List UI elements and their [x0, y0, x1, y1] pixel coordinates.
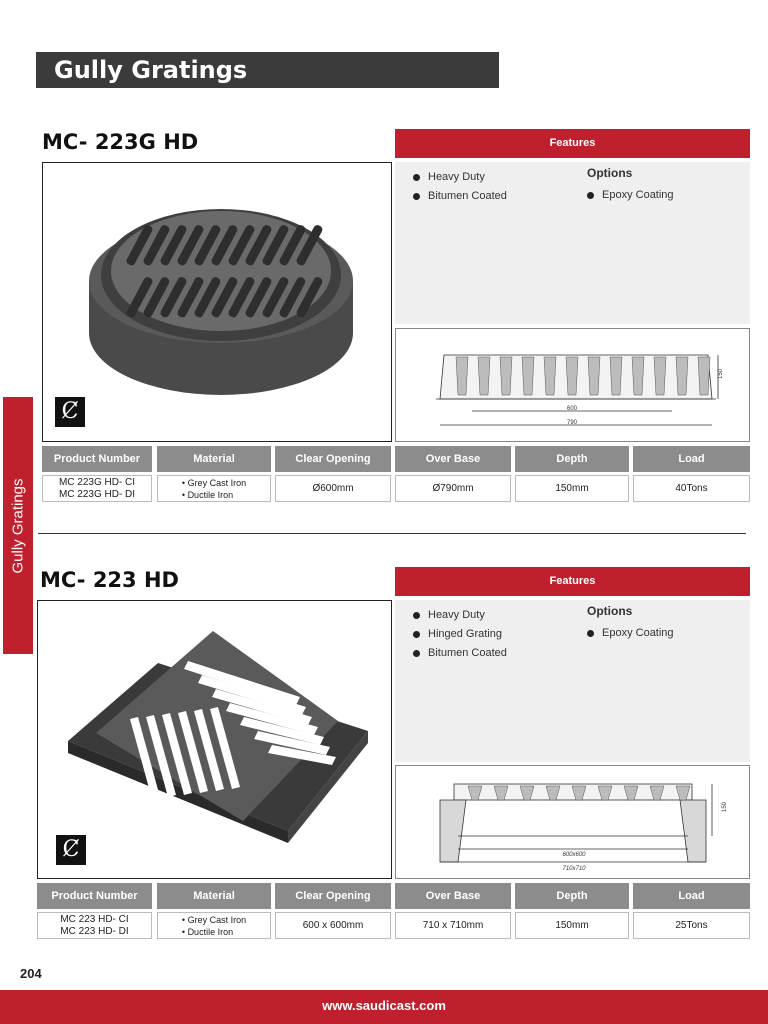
- page-title: Gully Gratings: [54, 56, 248, 84]
- section-side-tab: [3, 397, 33, 654]
- features-header: Features: [395, 129, 750, 158]
- spec-clear-opening: Ø600mm: [275, 475, 391, 502]
- feature-item: Bitumen Coated: [413, 644, 507, 663]
- spec-over-base: 710 x 710mm: [395, 912, 511, 939]
- material-item: • Grey Cast Iron: [182, 914, 246, 926]
- drawing-dim-depth: 150: [722, 801, 728, 812]
- options-title: Options: [587, 604, 633, 618]
- spec-header-over-base: Over Base: [395, 446, 511, 472]
- spec-over-base: Ø790mm: [395, 475, 511, 502]
- product-number: MC 223 HD- DI: [60, 925, 129, 937]
- option-item: Epoxy Coating: [587, 186, 674, 205]
- material-item: • Grey Cast Iron: [182, 477, 246, 489]
- page-number: 204: [20, 966, 42, 981]
- features-panel: [395, 162, 750, 324]
- feature-item: Heavy Duty: [413, 168, 507, 187]
- spec-header-load: Load: [633, 446, 750, 472]
- footer-website-link[interactable]: www.saudicast.com: [322, 998, 446, 1013]
- product-photo-square-grating: [37, 600, 392, 879]
- feature-item: Hinged Grating: [413, 625, 507, 644]
- drawing-dim-outer: 710x710: [562, 866, 586, 872]
- spec-depth: 150mm: [515, 475, 629, 502]
- options-title: Options: [587, 166, 633, 180]
- spec-header-clear-opening: Clear Opening: [275, 883, 391, 909]
- drawing-dim-depth: 150: [718, 368, 724, 379]
- material-item: • Ductile Iron: [182, 489, 246, 501]
- footer-bar: [0, 990, 768, 1024]
- spec-header-depth: Depth: [515, 883, 629, 909]
- spec-clear-opening: 600 x 600mm: [275, 912, 391, 939]
- spec-header-product-number: Product Number: [42, 446, 152, 472]
- spec-depth: 150mm: [515, 912, 629, 939]
- option-item: Epoxy Coating: [587, 624, 674, 643]
- spec-header-material: Material: [157, 446, 271, 472]
- spec-header-clear-opening: Clear Opening: [275, 446, 391, 472]
- spec-load: 40Tons: [633, 475, 750, 502]
- spec-product-numbers: [37, 912, 152, 939]
- drawing-dim-inner: 600: [566, 406, 578, 412]
- features-list: [413, 606, 507, 663]
- technical-drawing-square: [395, 765, 750, 879]
- features-list: [413, 168, 507, 206]
- product-name: MC- 223 HD: [40, 568, 179, 592]
- brand-logo: Ȼ: [55, 397, 85, 427]
- material-item: • Ductile Iron: [182, 926, 246, 938]
- section-divider: [38, 533, 746, 534]
- options-list: [587, 624, 674, 643]
- product-name: MC- 223G HD: [42, 130, 199, 154]
- spec-header-material: Material: [157, 883, 271, 909]
- product-number: MC 223G HD- DI: [58, 488, 136, 500]
- spec-materials: [157, 912, 271, 939]
- spec-header-load: Load: [633, 883, 750, 909]
- options-list: [587, 186, 674, 205]
- spec-materials: [157, 475, 271, 502]
- drawing-dim-inner: 600x600: [562, 852, 586, 858]
- features-panel: [395, 600, 750, 762]
- feature-item: Heavy Duty: [413, 606, 507, 625]
- side-tab-label: Gully Gratings: [9, 477, 27, 574]
- feature-item: Bitumen Coated: [413, 187, 507, 206]
- spec-load: 25Tons: [633, 912, 750, 939]
- product-number: MC 223G HD- CI: [58, 476, 136, 488]
- page-title-bar: [36, 52, 499, 88]
- drawing-dim-outer: 790: [566, 420, 578, 426]
- brand-logo: Ȼ: [56, 835, 86, 865]
- spec-header-product-number: Product Number: [37, 883, 152, 909]
- product-photo-round-grating: [42, 162, 392, 442]
- features-header: Features: [395, 567, 750, 596]
- product-number: MC 223 HD- CI: [60, 913, 129, 925]
- spec-product-numbers: [42, 475, 152, 502]
- spec-header-over-base: Over Base: [395, 883, 511, 909]
- technical-drawing-round: [395, 328, 750, 442]
- spec-header-depth: Depth: [515, 446, 629, 472]
